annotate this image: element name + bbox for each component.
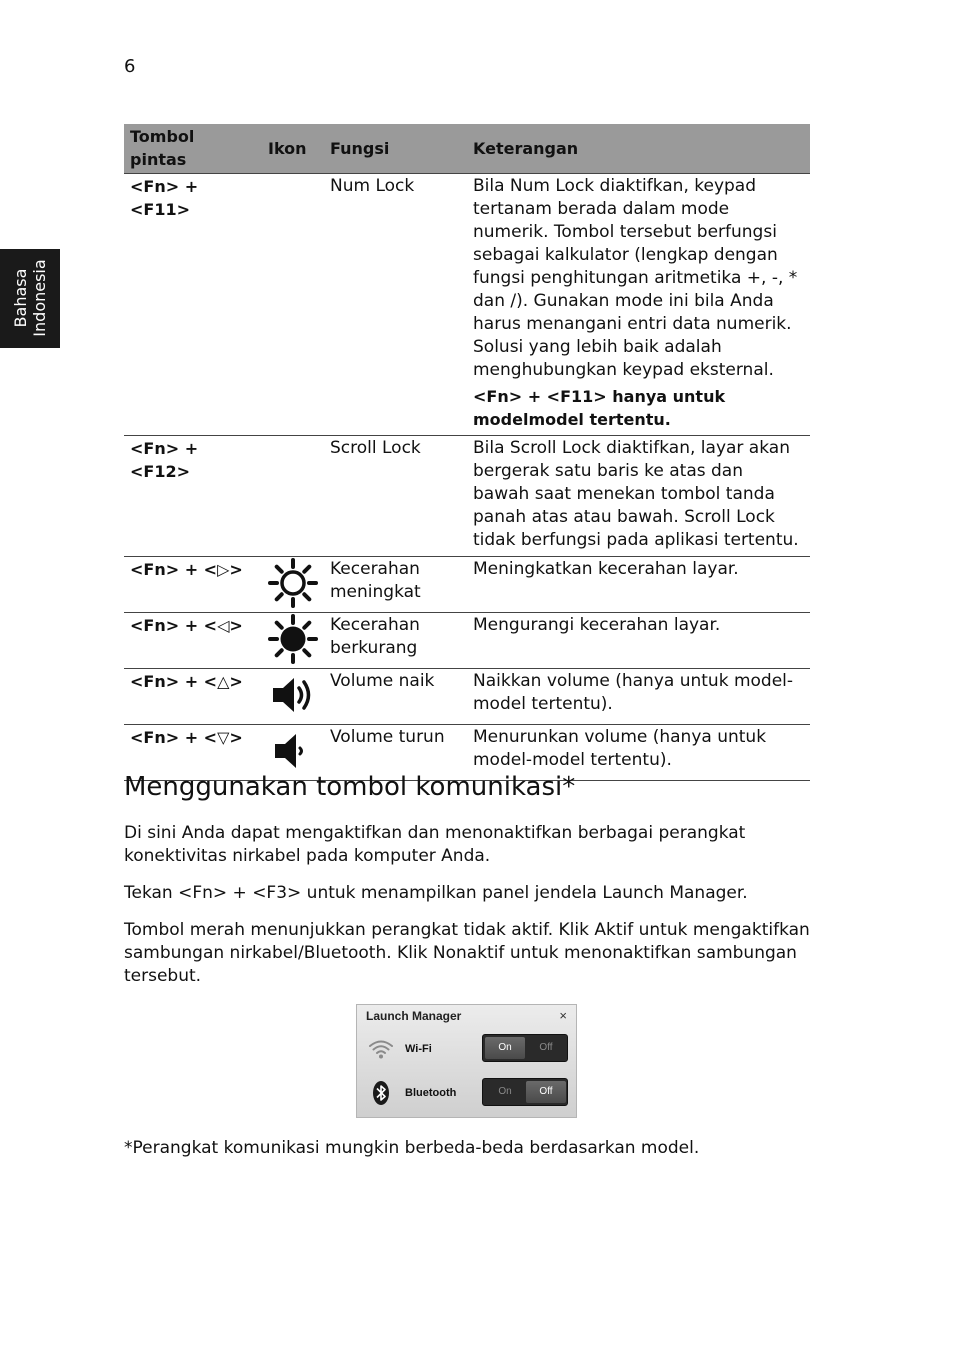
wifi-toggle[interactable] (482, 1034, 568, 1062)
bluetooth-off-button[interactable]: Off (526, 1081, 566, 1103)
header-hotkey: Tombol pintas (124, 124, 262, 174)
hotkey: <Fn> + <△> (124, 669, 262, 725)
wifi-label: Wi-Fi (405, 1043, 432, 1055)
header-function: Fungsi (324, 124, 467, 174)
bluetooth-on-button[interactable]: On (498, 1086, 512, 1097)
table-row (124, 669, 810, 725)
description-note: <Fn> + <F11> hanya untuk modelmodel tertentu. (473, 387, 726, 429)
bluetooth-row (357, 1077, 576, 1111)
page-number: 6 (124, 56, 136, 77)
description: Meningkatkan kecerahan layar. (467, 557, 810, 613)
toggle-paragraph: Tombol merah menunjukkan perangkat tidak aktif. Klik Aktif untuk mengaktifkan sambungan nirkabel/Bluetooth. Klik Nonaktif untuk menonaktifkan sambungan tersebut. (124, 920, 810, 986)
bluetooth-icon (367, 1079, 395, 1107)
hotkey: <Fn> + <▷> (124, 557, 262, 613)
launch-manager-panel (356, 1004, 577, 1118)
table-row (124, 436, 810, 557)
icon-cell (262, 174, 324, 436)
intro-paragraph: Di sini Anda dapat mengaktifkan dan menonaktifkan berbagai perangkat konektivitas nirkabel pada komputer Anda. (124, 823, 746, 866)
description: Mengurangi kecerahan layar. (467, 613, 810, 669)
language-side-tab (0, 249, 60, 348)
section-title: Menggunakan tombol komunikasi* (124, 772, 576, 802)
function: Volume turun (324, 725, 467, 781)
description: Menurunkan volume (hanya untuk model-model tertentu). (467, 725, 810, 781)
hotkey: <Fn> + <▽> (124, 725, 262, 781)
volume-up-icon (268, 670, 318, 720)
description: Naikkan volume (hanya untuk model-model tertentu). (467, 669, 810, 725)
description (467, 174, 810, 436)
icon-cell (262, 557, 324, 613)
hotkey: <Fn> + <◁> (124, 613, 262, 669)
header-icon: Ikon (262, 124, 324, 174)
hotkey-table (124, 124, 810, 781)
launch-manager-title: Launch Manager (366, 1009, 462, 1023)
wifi-off-button[interactable]: Off (539, 1042, 553, 1053)
wifi-on-button[interactable]: On (485, 1037, 525, 1059)
footnote: *Perangkat komunikasi mungkin berbeda-beda berdasarkan model. (124, 1138, 700, 1158)
icon-cell (262, 669, 324, 725)
function: Scroll Lock (324, 436, 467, 557)
table-header-row (124, 124, 810, 174)
header-description: Keterangan (467, 124, 810, 174)
function: Kecerahan meningkat (324, 557, 467, 613)
wifi-icon (367, 1035, 395, 1063)
icon-cell (262, 436, 324, 557)
hotkey: <Fn> + <F11> (124, 174, 262, 436)
table-row (124, 174, 810, 436)
hotkey: <Fn> + <F12> (124, 436, 262, 557)
brightness-up-icon (268, 558, 318, 608)
wifi-row (357, 1033, 576, 1067)
function: Volume naik (324, 669, 467, 725)
volume-down-icon (268, 726, 318, 776)
bluetooth-toggle[interactable] (482, 1078, 568, 1106)
description: Bila Scroll Lock diaktifkan, layar akan bergerak satu baris ke atas dan bawah saat menekan tombol tanda panah atas atau bawah. Scroll Lock tidak berfungsi pada aplikasi tertentu. (467, 436, 810, 557)
description-text: Bila Num Lock diaktifkan, keypad tertanam berada dalam mode numerik. Tombol tersebut berfungsi sebagai kalkulator (lengkap dengan fungsi penghitungan aritmetika +, -, * dan /). Gunakan mode ini bila Anda harus menangani entri data numerik. Solusi yang lebih baik adalah menghubungkan keypad eksternal. (473, 176, 798, 380)
table-row (124, 613, 810, 669)
function: Kecerahan berkurang (324, 613, 467, 669)
bluetooth-label: Bluetooth (405, 1087, 457, 1099)
shortcut-paragraph: Tekan <Fn> + <F3> untuk menampilkan panel jendela Launch Manager. (124, 883, 748, 903)
function: Num Lock (324, 174, 467, 436)
icon-cell (262, 613, 324, 669)
brightness-down-icon (268, 614, 318, 664)
close-icon[interactable]: × (559, 1008, 567, 1023)
side-tab-label: Bahasa Indonesia (11, 259, 49, 337)
table-row (124, 557, 810, 613)
